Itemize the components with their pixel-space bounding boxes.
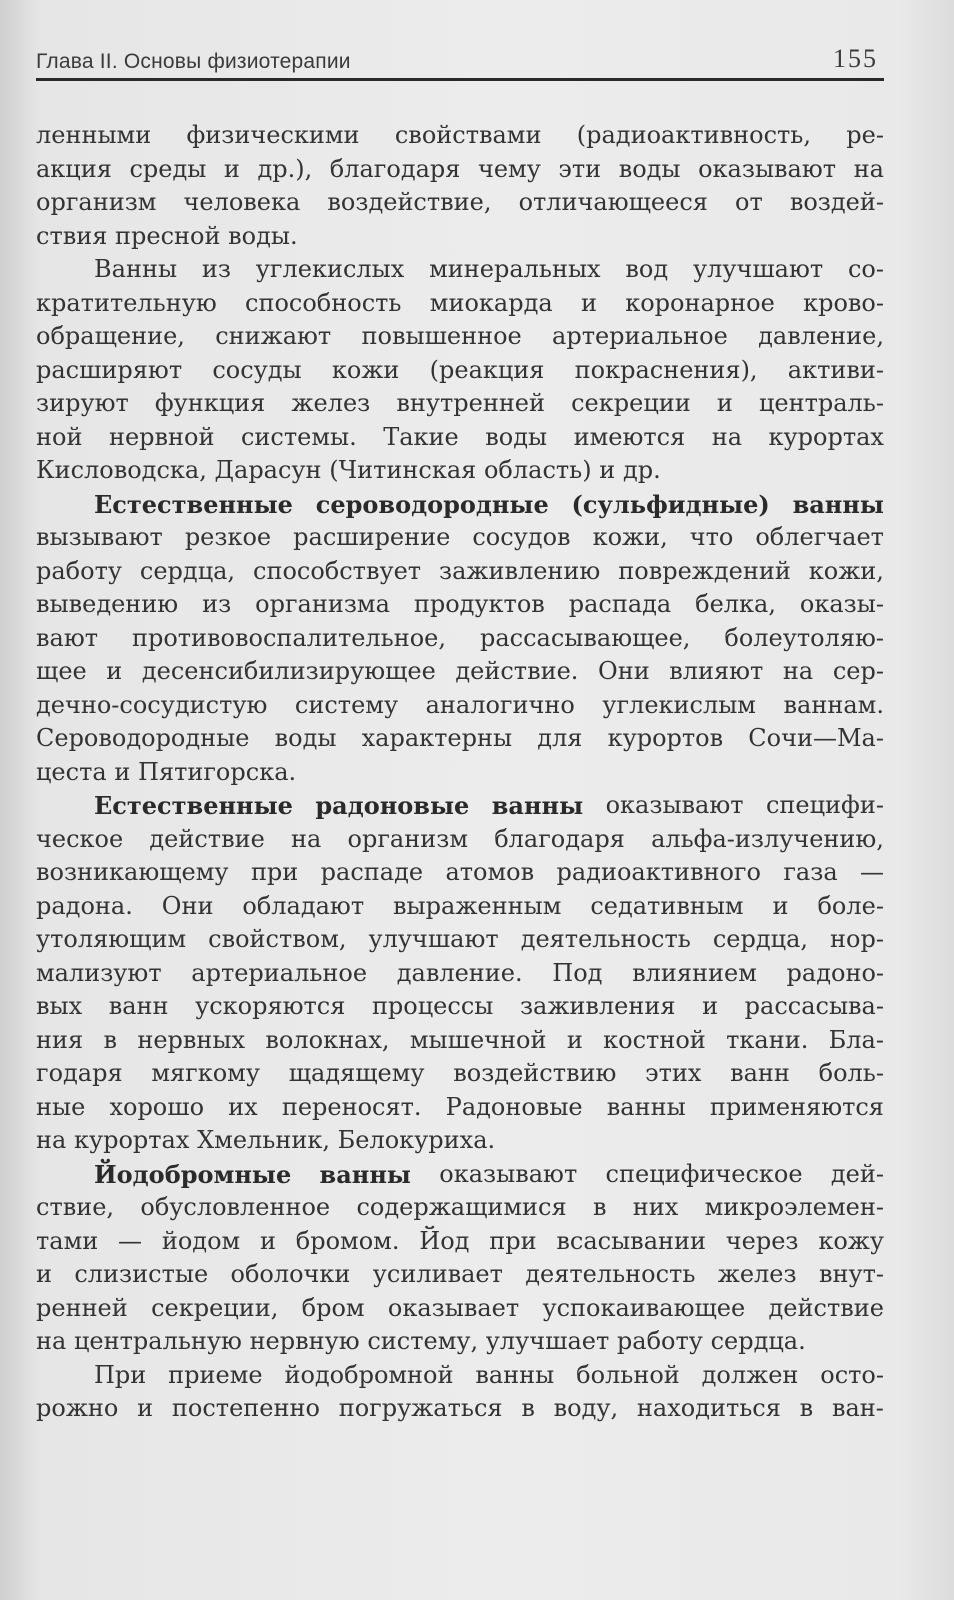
text-line: расширяют сосуды кожи (реакция покраснения), активи- xyxy=(36,355,884,384)
running-header xyxy=(36,40,884,81)
text-line: Сероводородные воды характерны для курортов Сочи—Ма- xyxy=(36,724,884,752)
text-line: тами — йодом и бромом. Йод при всасывании через кожу xyxy=(36,1226,884,1255)
text-line: годаря мягкому щадящему воздействию этих ванн боль- xyxy=(36,1059,884,1087)
text-line: на центральную нервную систему, улучшает работу сердца. xyxy=(36,1327,806,1355)
text-line: ные хорошо их переносят. Радоновые ванны применяются xyxy=(36,1092,884,1121)
text-line: ния в нервных волокнах, мышечной и костной ткани. Бла- xyxy=(36,1025,884,1054)
page-number: 155 xyxy=(833,44,878,73)
text-line: ствия пресной воды. xyxy=(36,221,298,250)
text-line: организм человека воздействие, отличающееся от воздей- xyxy=(36,188,884,216)
text-line: Естественные сероводородные (сульфидные) ванны xyxy=(94,489,884,519)
chapter-title: Глава II. Основы физиотерапии xyxy=(36,50,351,73)
text-line: акция среды и др.), благодаря чему эти воды оказывают на xyxy=(36,154,884,183)
text-line: цеста и Пятигорска. xyxy=(36,757,297,786)
text-line: радона. Они обладают выраженным седативным и боле- xyxy=(36,891,884,920)
text-line: ствие, обусловленное содержащимися в них микроэлемен- xyxy=(36,1193,884,1221)
body-text xyxy=(36,119,884,1426)
text-line: выведению из организма продуктов распада белка, оказы- xyxy=(36,590,884,618)
text-line: ческое действие на организм благодаря альфа-излучению, xyxy=(36,824,884,853)
text-line: ной нервной системы. Такие воды имеются на курортах xyxy=(36,422,884,451)
text-line: При приеме йодобромной ванны больной должен осто- xyxy=(94,1360,884,1389)
text-line: щее и десенсибилизирующее действие. Они влияют на сер- xyxy=(36,657,884,685)
text-line: кратительную способность миокарда и коронарное крово- xyxy=(36,288,884,317)
text-line: вых ванн ускоряются процессы заживления и рассасыва- xyxy=(36,992,884,1020)
text-line: Кисловодска, Дарасун (Читинская область) и др. xyxy=(36,456,661,484)
text-line: ренней секреции, бром оказывает успокаивающее действие xyxy=(36,1293,884,1322)
text-line: возникающему при распаде атомов радиоактивного газа — xyxy=(36,858,884,886)
text-line: мализуют артериальное давление. Под влиянием радоно- xyxy=(36,958,884,987)
text-line: вают противовоспалительное, рассасывающее, болеутоляю- xyxy=(36,623,884,652)
text-line: Йодобромные ванны оказывают специфическое дей- xyxy=(94,1159,884,1189)
text-line: зируют функция желез внутренней секреции и централь- xyxy=(36,389,884,417)
text-line: работу сердца, способствует заживлению повреждений кожи, xyxy=(36,556,884,585)
text-line: Ванны из углекислых минеральных вод улучшают со- xyxy=(94,255,884,283)
text-line: Естественные радоновые ванны оказывают специфи- xyxy=(94,791,884,820)
text-line: утоляющим свойством, улучшают деятельность сердца, нор- xyxy=(36,925,884,953)
text-line: ленными физическими свойствами (радиоактивность, ре- xyxy=(36,121,884,149)
text-line: обращение, снижают повышенное артериальное давление, xyxy=(36,322,884,350)
text-line: рожно и постепенно погружаться в воду, находиться в ван- xyxy=(36,1394,884,1422)
text-line: и слизистые оболочки усиливает деятельность желез внут- xyxy=(36,1260,884,1288)
book-page xyxy=(36,40,884,1426)
text-line: вызывают резкое расширение сосудов кожи, что облегчает xyxy=(36,523,884,551)
text-line: на курортах Хмельник, Белокуриха. xyxy=(36,1126,496,1154)
text-line: дечно-сосудистую систему аналогично углекислым ваннам. xyxy=(36,690,884,719)
